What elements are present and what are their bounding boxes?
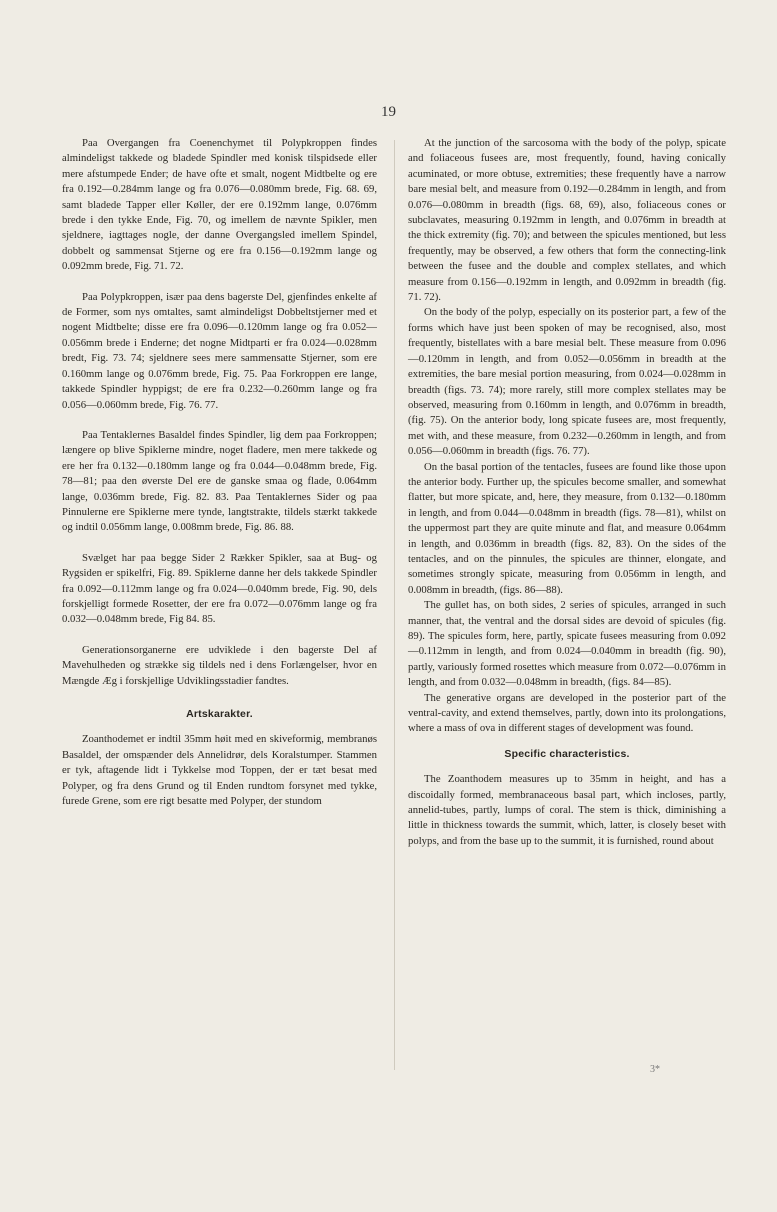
right-column-english [408, 136, 726, 849]
signature-mark: 3* [650, 1064, 660, 1075]
paragraph: Zoanthodemet er indtil 35mm høit med en skiveformig, membranøs Basaldel, der omspænder dels Annelidrør, dels Koralstumper. Stammen er tyk, aftagende lidt i Tykkelse mod Toppen, der er tæt besat med Polyper, og fra dens Grund og til Enden rundtom forsynet med tykke, furede Grene, som ere rigt besatte med Polyper, der stundom [62, 733, 377, 808]
page-number: 19 [381, 104, 396, 120]
section-heading: Artskarakter. [186, 708, 253, 720]
section-heading: Specific characteristics. [504, 747, 630, 760]
paragraph: Paa Polypkroppen, især paa dens bagerste Del, gjenfindes enkelte af de Former, som nys omtaltes, samt almindeligst Dobbeltstjerner med et nogent Midtbelte; disse ere fra 0.096—0.120mm lange og fra 0.052—0.056mm brede i Enderne; det nogne Midtparti er fra 0.024—0.028mm bredt, Fig. 73. 74; sjeldnere sees mere sammensatte Stjerner, som ere 0.160mm lange og 0.076mm brede, Fig. 75. Paa Forkroppen ere lange, takkede Spindler hyppigst; de ere fra 0.232—0.260mm lange og fra 0.056—0.060mm brede, Fig. 76. 77. [62, 290, 377, 411]
left-column-norwegian [62, 136, 377, 809]
paragraph: On the body of the polyp, especially on its posterior part, a few of the forms which have just been spoken of may be recognised, also, most frequently, bistellates with a bare mesial belt. These measure from 0.096—0.120mm in length, and from 0.052—0.056mm in breadth at the extremities, the bare mesial portion measuring, from 0.024—0.028mm in breadth (figs. 73. 74); more rarely, still more complex stellates may be observed, measuring from 0.160mm in length, and 0.076mm in breadth, (fig. 75). On the anterior body, long spicate fusees are, most frequently, met with, and these measure, from 0.232—0.260mm in length, and from 0.056—0.060mm in breadth (figs. 76. 77). [408, 306, 726, 458]
paragraph: Paa Overgangen fra Coenenchymet til Polypkroppen findes almindeligst takkede og bladede Spindler med konisk tilspidsede eller mere afstumpede Ender; de have ofte et smalt, nogent Midtbelte og ere fra 0.192—0.284mm lange og fra 0.076—0.080mm brede, Fig. 68. 69, samt bladede Tapper eller Køller, der ere 0.192mm lange, 0.076mm brede i den tykke Ende, Fig. 70, og imellem de nævnte Spikler, men sjeldnere, iagttages nogle, der danne Overgangsled imellem Spindel, dobbelt og sammensat Stjerne og ere fra 0.156—0.192mm lange og 0.092mm brede, Fig. 71. 72. [62, 137, 377, 273]
column-divider [394, 140, 395, 1070]
paragraph: Generationsorganerne ere udviklede i den bagerste Del af Mavehulheden og strække sig tildels ned i dens Forlængelser, hvor en Mængde Æg i forskjellige Udviklingsstadier fandtes. [62, 643, 377, 687]
paragraph: On the basal portion of the tentacles, fusees are found like those upon the anterior body. Further up, the spicules become smaller, and somewhat flatter, but more spicate, and, here, they measure, from 0.132—0.180mm in length, and from 0.044—0.048mm in breadth (figs. 78—81), whilst on the uppermost part they are quite minute and flat, and measure 0.064mm in length, and 0.036mm in breadth (figs. 82, 83). On the sides of the tentacles, and on the pinnules, the spicules are thinner, elongate, and sometimes strongly spicate, measuring from 0.056mm in length, and 0.008mm in breadth, (figs. 86—88). [408, 460, 726, 596]
paragraph: At the junction of the sarcosoma with the body of the polyp, spicate and foliaceous fusees are, most frequently, found, having conically acuminated, or more obtuse, extremities; these frequently have a narrow bare mesial belt, and measure from 0.192—0.284mm in length, and from 0.076—0.080mm in breadth (figs. 68, 69), also, foliaceous cones or subclavates, measuring 0.192mm in length, and 0.076mm in breadth at the thick extremity (fig. 70); and between the spicules mentioned, but less frequently, may be observed, a few others that form the connecting-link between the fusee and the double and complex stellates, and which measure from 0.156—0.192mm in length, and 0.092mm in breadth (fig. 71. 72). [408, 137, 726, 304]
paragraph: The Zoanthodem measures up to 35mm in height, and has a discoidally formed, membranaceous basal part, which incloses, partly, annelid-tubes, partly, lumps of coral. The stem is thick, diminishing a little in thickness towards the summit, which, latter, is closely beset with polyps, and from the base up to the summit, it is furnished, round about [408, 773, 726, 847]
paragraph: Svælget har paa begge Sider 2 Rækker Spikler, saa at Bug- og Rygsiden er spikelfri, Fig. 89. Spiklerne danne her dels takkede Spindler fra 0.092—0.112mm lange og fra 0.024—0.040mm brede, Fig. 90, dels forskjelligt formede Rosetter, der ere fra 0.072—0.076mm lange og fra 0.032—0.048mm brede, Fig 84. 85. [62, 551, 377, 626]
paragraph: The generative organs are developed in the posterior part of the ventral-cavity, and extend themselves, partly, down into its prolongations, where a mass of ova in different stages of development was found. [408, 691, 726, 735]
paragraph: The gullet has, on both sides, 2 series of spicules, arranged in such manner, that, the ventral and the dorsal sides are devoid of spicules (fig. 89). The spicules form, here, partly, spicate fusees measuring from 0.092—0.112mm in length, and from 0.024—0.040mm in breadth (fig. 90), partly, variously formed rosettes which measure from 0.072—0.076mm in length, and from 0.032—0.048mm in breadth, (figs. 84—85). [408, 599, 726, 689]
paragraph: Paa Tentaklernes Basaldel findes Spindler, lig dem paa Forkroppen; længere op blive Spiklerne mindre, noget fladere, men mere takkede og ere her fra 0.132—0.180mm lange og fra 0.044—0.048mm brede, Fig. 78—81; paa den øverste Del ere de ganske smaa og flade, 0.064mm lange, 0.036mm brede, Fig. 82. 83. Paa Tentaklernes Sider og paa Pinnulerne ere Spiklerne mere tynde, langtstrakte, tildels stærkt takkede og indtil 0.056mm lange, 0.008mm brede, Fig. 86. 88. [62, 428, 377, 534]
